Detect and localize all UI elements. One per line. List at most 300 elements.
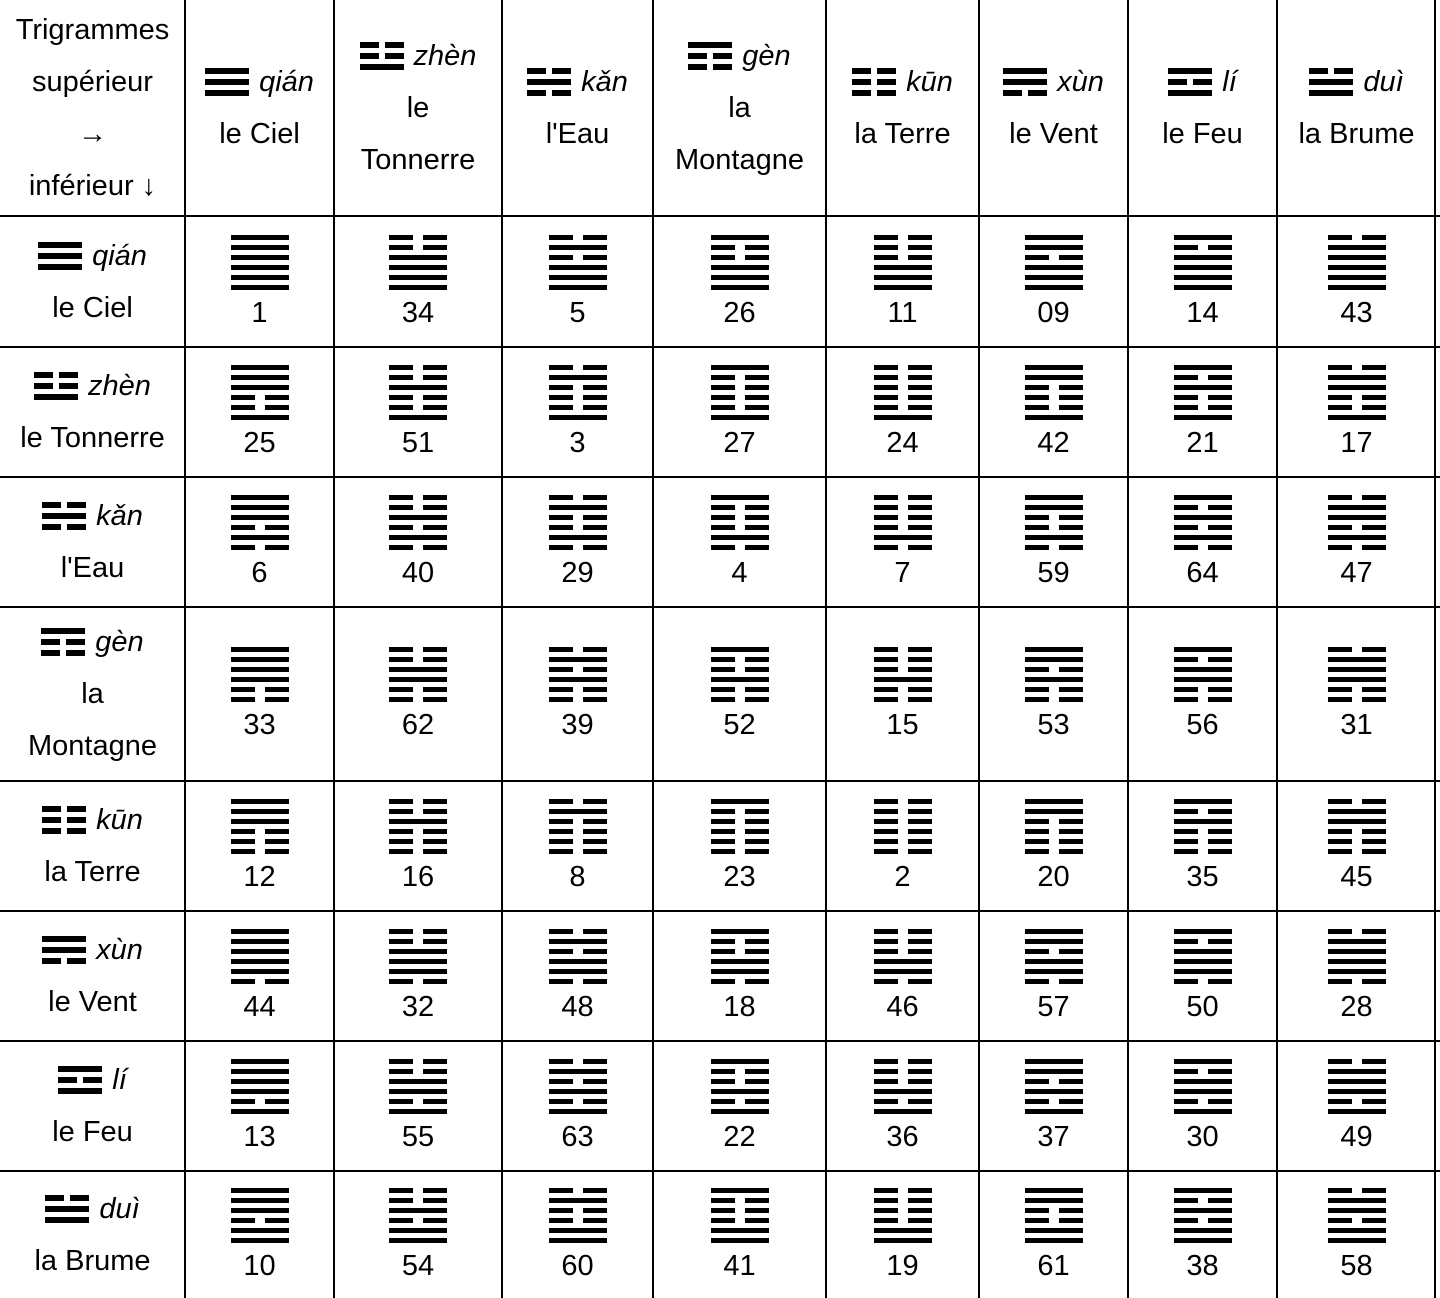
yin-line-segment	[908, 799, 932, 804]
yin-line-segment	[1208, 939, 1232, 944]
yin-line-segment	[874, 929, 898, 934]
yang-line	[1025, 1238, 1083, 1243]
yang-line	[231, 1069, 289, 1074]
yang-line	[1025, 275, 1083, 280]
yin-line-segment	[874, 819, 898, 824]
hexagram-number: 63	[561, 1121, 594, 1153]
yin-line-segment	[908, 819, 932, 824]
yin-line-segment	[874, 949, 898, 954]
hexagram-cell	[1277, 781, 1436, 911]
yin-line-segment	[1025, 1218, 1049, 1223]
yin-line-segment	[1362, 829, 1386, 834]
yin-line-segment	[908, 385, 932, 390]
yin-line-segment	[711, 1079, 735, 1084]
trigram-meaning: la Terre	[44, 856, 141, 888]
yin-line-segment	[1174, 839, 1198, 844]
yang-line	[231, 385, 289, 390]
yin-line-segment	[389, 235, 413, 240]
yin-line-segment	[1168, 79, 1187, 85]
grid-vertical-line	[184, 0, 186, 1298]
yang-line	[549, 275, 607, 280]
yin-line-segment	[549, 495, 573, 500]
yang-line	[1025, 969, 1083, 974]
trigram-name-line	[58, 1054, 127, 1106]
hexagram-6-icon	[231, 494, 289, 552]
hexagram-2-icon	[874, 798, 932, 856]
yin-line-segment	[423, 1099, 447, 1104]
yin-line-segment	[874, 979, 898, 984]
hexagram-30-icon	[1174, 1058, 1232, 1116]
hexagram-cell	[979, 781, 1128, 911]
yang-line	[205, 90, 249, 96]
yin-line-segment	[874, 687, 898, 692]
yin-line-segment	[583, 395, 607, 400]
yang-line	[1174, 949, 1232, 954]
hexagram-cell	[653, 347, 826, 477]
hexagram-number: 18	[723, 991, 756, 1023]
yin-line-segment	[874, 405, 898, 410]
yin-line-segment	[389, 375, 413, 380]
yang-line	[874, 275, 932, 280]
yin-line-segment	[360, 42, 379, 48]
trigram-qian-icon	[205, 66, 249, 96]
yin-line-segment	[1025, 395, 1049, 400]
hexagram-cell	[502, 1171, 653, 1298]
hexagram-37-icon	[1025, 1058, 1083, 1116]
corner-label-line: inférieur ↓	[28, 170, 157, 202]
yin-line-segment	[423, 545, 447, 550]
hexagram-number: 46	[886, 991, 919, 1023]
trigram-name: kūn	[906, 66, 953, 98]
yin-line-segment	[423, 1198, 447, 1203]
hexagram-25-icon	[231, 364, 289, 422]
trigram-kan-icon	[527, 66, 571, 96]
yin-line-segment	[1059, 697, 1083, 702]
row-header-qian	[0, 216, 185, 347]
yin-line-segment	[711, 949, 735, 954]
yang-line	[874, 1228, 932, 1233]
yin-line-segment	[583, 667, 607, 672]
yang-line	[1025, 1059, 1083, 1064]
yang-line	[711, 1059, 769, 1064]
yin-line-segment	[745, 245, 769, 250]
hexagram-number: 36	[886, 1121, 919, 1153]
yang-line	[38, 242, 82, 248]
yang-line	[1174, 535, 1232, 540]
yin-line-segment	[583, 1079, 607, 1084]
yang-line	[231, 809, 289, 814]
yin-line-segment	[874, 235, 898, 240]
hexagram-4-icon	[711, 494, 769, 552]
yin-line-segment	[389, 829, 413, 834]
hexagram-1-icon	[231, 234, 289, 292]
yin-line-segment	[423, 1218, 447, 1223]
yin-line-segment	[1025, 949, 1049, 954]
yin-line-segment	[1208, 657, 1232, 662]
yang-line	[1174, 285, 1232, 290]
yang-line	[1025, 375, 1083, 380]
yin-line-segment	[877, 90, 896, 96]
yin-line-segment	[423, 1188, 447, 1193]
yang-line	[549, 285, 607, 290]
hexagram-14-icon	[1174, 234, 1232, 292]
yin-line-segment	[874, 939, 898, 944]
yang-line	[549, 1198, 607, 1203]
hexagram-number: 31	[1340, 709, 1373, 741]
yin-line-segment	[1174, 395, 1198, 400]
hexagram-cell	[979, 477, 1128, 607]
yang-line	[231, 1059, 289, 1064]
yin-line-segment	[549, 979, 573, 984]
yang-line	[231, 375, 289, 380]
yin-line-segment	[1059, 525, 1083, 530]
yang-line	[1174, 1238, 1232, 1243]
yin-line-segment	[1174, 697, 1198, 702]
yang-line	[1025, 1109, 1083, 1114]
yin-line-segment	[549, 365, 573, 370]
yin-line-segment	[908, 829, 932, 834]
hexagram-cell	[334, 1041, 502, 1171]
yin-line-segment	[1362, 405, 1386, 410]
hexagram-number: 26	[723, 296, 756, 329]
hexagram-64-icon	[1174, 494, 1232, 552]
trigram-meaning: la	[81, 678, 104, 710]
yang-line	[1174, 1059, 1232, 1064]
hexagram-cell	[979, 911, 1128, 1041]
yang-line	[1328, 1109, 1386, 1114]
hexagram-cell	[1128, 781, 1277, 911]
yin-line-segment	[711, 809, 735, 814]
yang-line	[1174, 275, 1232, 280]
yang-line	[549, 265, 607, 270]
yin-line-segment	[874, 839, 898, 844]
yin-line-segment	[711, 839, 735, 844]
hexagram-28-icon	[1328, 928, 1386, 986]
yin-line-segment	[34, 372, 53, 378]
yin-line-segment	[745, 809, 769, 814]
column-header-gen	[653, 0, 826, 216]
hexagram-number: 57	[1037, 991, 1070, 1023]
yin-line-segment	[67, 958, 86, 964]
yin-line-segment	[583, 525, 607, 530]
yang-line	[1174, 385, 1232, 390]
corner-label-line: supérieur	[32, 66, 153, 98]
hexagram-number: 15	[886, 709, 919, 741]
yang-line	[58, 1066, 102, 1072]
yin-line-segment	[583, 979, 607, 984]
yin-line-segment	[423, 395, 447, 400]
hexagram-15-icon	[874, 646, 932, 704]
yin-line-segment	[1328, 1099, 1352, 1104]
yang-line	[874, 1109, 932, 1114]
yin-line-segment	[423, 375, 447, 380]
hexagram-cell	[185, 477, 334, 607]
yin-line-segment	[908, 1198, 932, 1203]
yin-line-segment	[1362, 525, 1386, 530]
yang-line	[231, 415, 289, 420]
yang-line	[1174, 959, 1232, 964]
yin-line-segment	[711, 829, 735, 834]
yin-line-segment	[908, 929, 932, 934]
yang-line	[41, 628, 85, 634]
hexagram-number: 39	[561, 709, 594, 741]
trigram-name-line	[360, 30, 477, 82]
yin-line-segment	[711, 385, 735, 390]
yin-line-segment	[1028, 90, 1047, 96]
hexagram-58-icon	[1328, 1187, 1386, 1245]
hexagram-cell	[653, 477, 826, 607]
hexagram-54-icon	[389, 1187, 447, 1245]
yang-line	[1174, 1188, 1232, 1193]
yin-line-segment	[745, 939, 769, 944]
trigram-meaning: la Brume	[34, 1244, 151, 1277]
corner-label-line: →	[78, 118, 107, 150]
trigram-gen-icon	[688, 40, 732, 70]
yin-line-segment	[231, 1218, 255, 1223]
hexagram-cell	[185, 607, 334, 781]
hexagram-48-icon	[549, 928, 607, 986]
yang-line	[1328, 677, 1386, 682]
hexagram-cell	[826, 1041, 979, 1171]
yang-line	[711, 1228, 769, 1233]
yin-line-segment	[583, 697, 607, 702]
trigram-name-line	[42, 924, 143, 976]
yin-line-segment	[1362, 799, 1386, 804]
yang-line	[231, 365, 289, 370]
yin-line-segment	[1328, 687, 1352, 692]
yang-line	[389, 275, 447, 280]
yin-line-segment	[908, 1099, 932, 1104]
yang-line	[1174, 1109, 1232, 1114]
yin-line-segment	[423, 697, 447, 702]
hexagram-20-icon	[1025, 798, 1083, 856]
row-header-xun	[0, 911, 185, 1041]
yin-line-segment	[711, 697, 735, 702]
hexagram-cell	[979, 1171, 1128, 1298]
yin-line-segment	[1362, 545, 1386, 550]
trigram-name-line	[42, 794, 143, 846]
yang-line	[1309, 79, 1353, 85]
yin-line-segment	[42, 958, 61, 964]
yin-line-segment	[908, 525, 932, 530]
yin-line-segment	[874, 647, 898, 652]
yin-line-segment	[874, 245, 898, 250]
yin-line-segment	[231, 979, 255, 984]
hexagram-cell	[653, 607, 826, 781]
yang-line	[711, 929, 769, 934]
yin-line-segment	[42, 524, 61, 530]
trigram-dui-icon	[45, 1193, 89, 1223]
yin-line-segment	[711, 657, 735, 662]
hexagram-47-icon	[1328, 494, 1386, 552]
yin-line-segment	[1059, 255, 1083, 260]
yang-line	[389, 285, 447, 290]
hexagram-cell	[653, 1041, 826, 1171]
trigram-meaning: Montagne	[675, 144, 804, 176]
yin-line-segment	[1025, 839, 1049, 844]
grid-vertical-line	[1434, 0, 1436, 1298]
hexagram-number: 54	[401, 1249, 435, 1282]
yin-line-segment	[389, 1069, 413, 1074]
yang-line	[1328, 375, 1386, 380]
hexagram-22-icon	[711, 1058, 769, 1116]
hexagram-number: 44	[243, 991, 276, 1023]
yin-line-segment	[389, 839, 413, 844]
yin-line-segment	[1309, 68, 1328, 74]
hexagram-27-icon	[711, 364, 769, 422]
yin-line-segment	[745, 697, 769, 702]
yin-line-segment	[583, 687, 607, 692]
yang-line	[45, 1217, 89, 1223]
hexagram-12-icon	[231, 798, 289, 856]
yin-line-segment	[711, 687, 735, 692]
yin-line-segment	[549, 929, 573, 934]
hexagram-49-icon	[1328, 1058, 1386, 1116]
yin-line-segment	[711, 667, 735, 672]
yin-line-segment	[583, 255, 607, 260]
yang-line	[1025, 1089, 1083, 1094]
yin-line-segment	[265, 525, 289, 530]
yang-line	[231, 495, 289, 500]
yang-line	[1328, 949, 1386, 954]
yin-line-segment	[745, 1208, 769, 1213]
grid-horizontal-line	[0, 476, 1440, 478]
yin-line-segment	[67, 806, 86, 812]
hexagram-11-icon	[874, 234, 932, 292]
hexagram-62-icon	[389, 646, 447, 704]
yin-line-segment	[231, 395, 255, 400]
yin-line-segment	[265, 395, 289, 400]
yin-line-segment	[711, 505, 735, 510]
yin-line-segment	[1208, 687, 1232, 692]
yin-line-segment	[745, 1218, 769, 1223]
yin-line-segment	[1362, 235, 1386, 240]
hexagram-cell	[334, 347, 502, 477]
yang-line	[874, 959, 932, 964]
yin-line-segment	[874, 525, 898, 530]
trigram-name: qián	[92, 239, 147, 272]
yin-line-segment	[745, 515, 769, 520]
yang-line	[1003, 79, 1047, 85]
yin-line-segment	[1328, 799, 1352, 804]
hexagram-cell	[1277, 216, 1436, 347]
yin-line-segment	[231, 829, 255, 834]
yang-line	[1328, 285, 1386, 290]
hexagram-cell	[502, 216, 653, 347]
trigram-xun-icon	[1003, 66, 1047, 96]
hexagram-number: 55	[401, 1121, 435, 1153]
yin-line-segment	[231, 545, 255, 550]
yin-line-segment	[423, 799, 447, 804]
yin-line-segment	[583, 385, 607, 390]
yin-line-segment	[1059, 385, 1083, 390]
yin-line-segment	[549, 1188, 573, 1193]
yin-line-segment	[1174, 849, 1198, 854]
grid-horizontal-line	[0, 910, 1440, 912]
yin-line-segment	[1362, 839, 1386, 844]
hexagram-number: 56	[1186, 709, 1219, 741]
yin-line-segment	[1059, 667, 1083, 672]
yin-line-segment	[1208, 545, 1232, 550]
yin-line-segment	[1025, 829, 1049, 834]
hexagram-cell	[334, 607, 502, 781]
yang-line	[1328, 959, 1386, 964]
hexagram-18-icon	[711, 928, 769, 986]
column-header-li	[1128, 0, 1277, 216]
yin-line-segment	[583, 545, 607, 550]
yin-line-segment	[874, 809, 898, 814]
trigram-xun-icon	[42, 934, 86, 964]
yin-line-segment	[1059, 1218, 1083, 1223]
yang-line	[1328, 667, 1386, 672]
yin-line-segment	[423, 647, 447, 652]
yin-line-segment	[908, 849, 932, 854]
yin-line-segment	[1059, 405, 1083, 410]
yin-line-segment	[1025, 255, 1049, 260]
yang-line	[389, 959, 447, 964]
yin-line-segment	[231, 697, 255, 702]
yang-line	[1328, 385, 1386, 390]
hexagram-cell	[653, 911, 826, 1041]
yin-line-segment	[711, 979, 735, 984]
trigram-meaning: le	[406, 92, 430, 124]
yin-line-segment	[265, 1218, 289, 1223]
yin-line-segment	[1334, 68, 1353, 74]
hexagram-cell	[1128, 347, 1277, 477]
yin-line-segment	[42, 806, 61, 812]
yang-line	[231, 667, 289, 672]
yin-line-segment	[549, 829, 573, 834]
yin-line-segment	[583, 1208, 607, 1213]
yin-line-segment	[745, 1069, 769, 1074]
yin-line-segment	[265, 1099, 289, 1104]
yang-line	[389, 535, 447, 540]
hexagram-55-icon	[389, 1058, 447, 1116]
hexagram-41-icon	[711, 1187, 769, 1245]
hexagram-number: 5	[569, 296, 586, 329]
yang-line	[1025, 285, 1083, 290]
hexagram-number: 35	[1186, 861, 1219, 893]
yin-line-segment	[265, 545, 289, 550]
hexagram-cell	[653, 216, 826, 347]
yin-line-segment	[1208, 405, 1232, 410]
yin-line-segment	[711, 255, 735, 260]
hexagram-40-icon	[389, 494, 447, 552]
yin-line-segment	[1174, 829, 1198, 834]
hexagram-number: 58	[1340, 1249, 1373, 1282]
yang-line	[231, 677, 289, 682]
yin-line-segment	[1328, 235, 1352, 240]
yang-line	[389, 969, 447, 974]
yin-line-segment	[1208, 245, 1232, 250]
hexagram-number: 47	[1340, 557, 1373, 589]
hexagram-cell	[826, 216, 979, 347]
hexagram-53-icon	[1025, 646, 1083, 704]
grid-horizontal-line	[0, 606, 1440, 608]
yin-line-segment	[1208, 1198, 1232, 1203]
yang-line	[1003, 68, 1047, 74]
yin-line-segment	[908, 939, 932, 944]
yin-line-segment	[45, 1195, 64, 1201]
yang-line	[1025, 1228, 1083, 1233]
yin-line-segment	[745, 1099, 769, 1104]
yin-line-segment	[908, 1059, 932, 1064]
yin-line-segment	[1193, 79, 1212, 85]
hexagram-cell	[1277, 347, 1436, 477]
yin-line-segment	[423, 979, 447, 984]
yin-line-segment	[1328, 839, 1352, 844]
yin-line-segment	[231, 1099, 255, 1104]
